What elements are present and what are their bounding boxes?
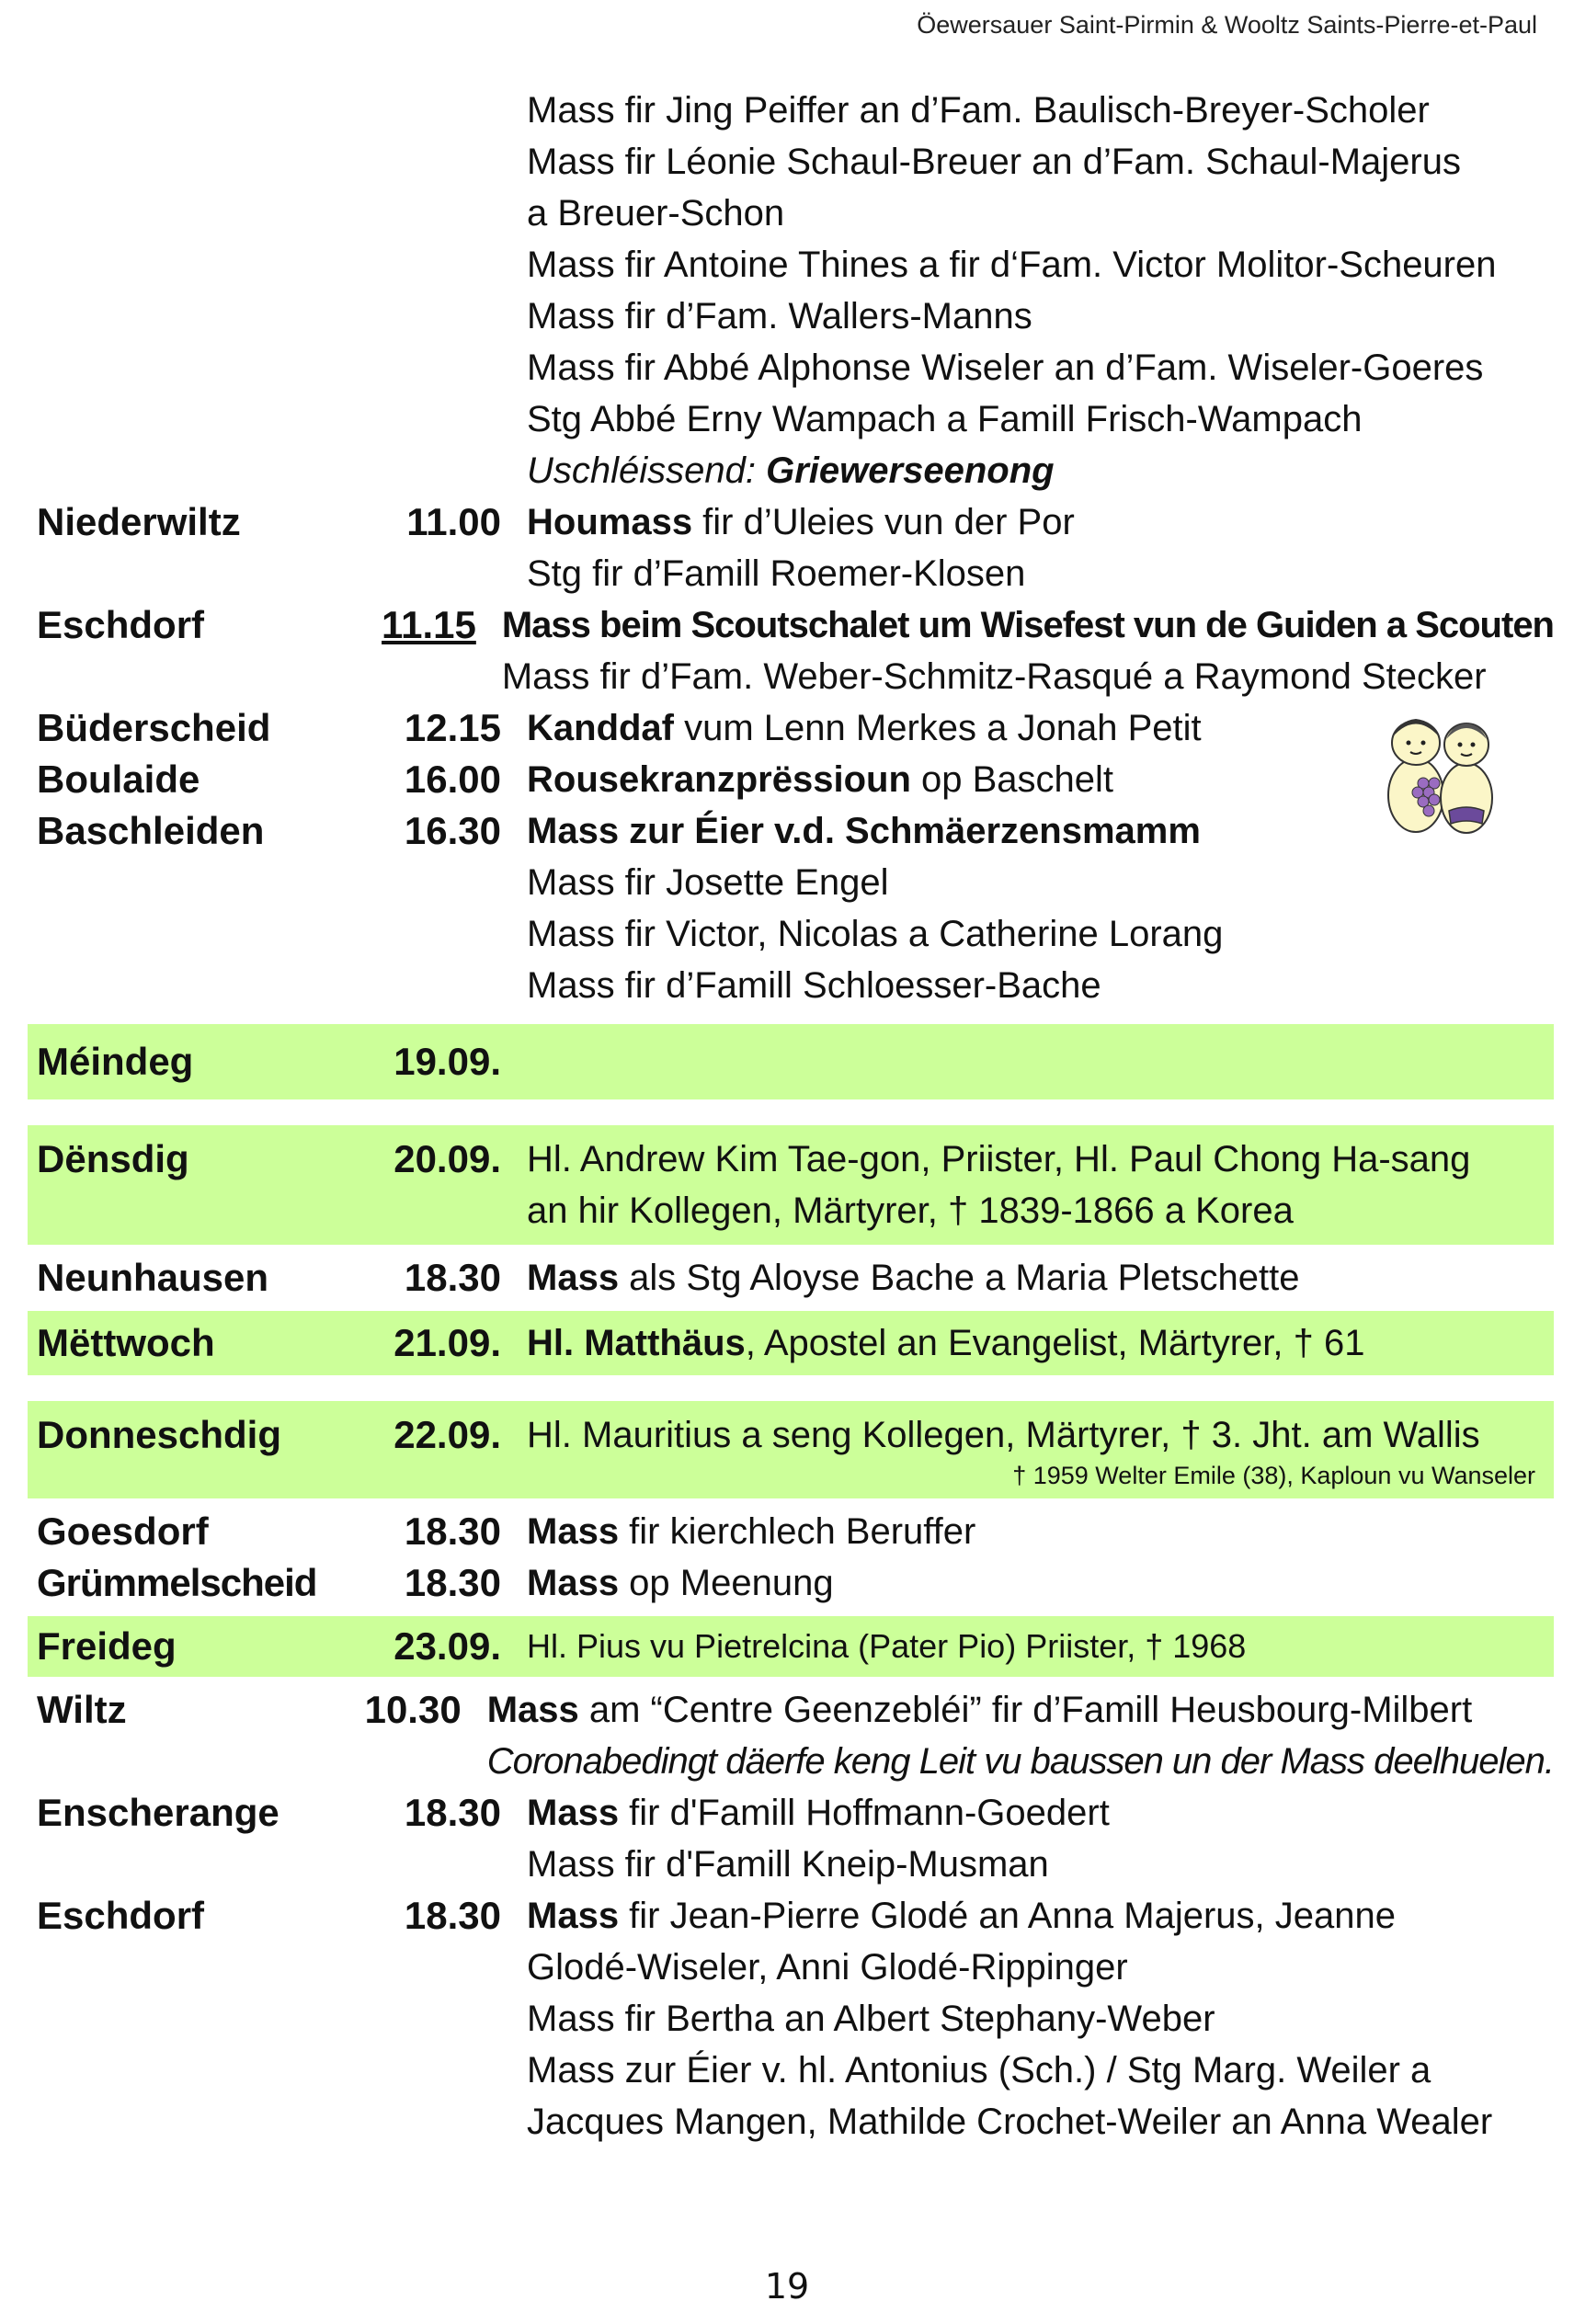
time: 18.30 [404,1791,501,1834]
place-name: Grümmelscheid [37,1561,317,1604]
day-date: 20.09. [394,1137,501,1180]
place-name: Wiltz [37,1688,127,1731]
schedule-row [28,1506,1554,1557]
day-header [28,1616,1554,1677]
event-type: Mass zur Éier v.d. Schmäerzensmamm [527,811,1201,851]
time: 16.00 [404,758,501,801]
event-type: Rousekranzprëssioun [527,759,911,800]
time: 18.30 [404,1561,501,1604]
day-name: Mëttwoch [37,1321,215,1364]
day-name: Donneschdig [37,1413,282,1456]
intention-line: Mass fir Josette Engel [527,862,889,903]
note-bold-italic: Griewerseenong [766,450,1055,491]
event-type: Mass [486,1690,579,1730]
schedule-row [28,1787,1554,1890]
time: 10.30 [364,1688,462,1731]
schedule-row [28,1557,1554,1609]
intention-line: Glodé-Wiseler, Anni Glodé-Rippinger [527,1947,1128,1988]
intention-line: a Breuer-Schon [527,193,785,234]
day-name: Méindeg [37,1040,194,1083]
feast-detail: , Apostel an Evangelist, Märtyrer, † 61 [745,1323,1365,1363]
event-type: Mass [527,1896,620,1936]
event-detail: op Baschelt [910,759,1114,800]
day-date: 19.09. [394,1040,501,1083]
memorial-note: † 1959 Welter Emile (38), Kaploun vu Wanseler [1012,1462,1535,1489]
page-header: Öewersauer Saint-Pirmin & Wooltz Saints-Pierre-et-Paul [917,11,1537,39]
event-detail: fir d'Famill Hoffmann-Goedert [619,1793,1110,1833]
place-name: Enscherange [37,1791,279,1834]
schedule-row [28,1684,1554,1787]
schedule-row-continued [28,85,1554,496]
intention-line: Jacques Mangen, Mathilde Crochet-Weiler an Anna Wealer [527,2102,1493,2142]
time: 18.30 [404,1894,501,1937]
intention-line: Mass fir Jing Peiffer an d’Fam. Baulisch-Breyer-Scholer [527,90,1430,131]
place-name: Baschleiden [37,809,265,852]
time: 16.30 [404,809,501,852]
schedule-row [28,805,1554,1011]
schedule-row [28,1252,1554,1304]
feast-line: Hl. Mauritius a seng Kollegen, Märtyrer, † 3. Jht. am Wallis [527,1415,1480,1455]
event-type: Kanddaf [527,708,674,748]
intention-line: Mass fir d’Fam. Wallers-Manns [527,296,1032,336]
time: 11.00 [406,500,501,543]
place-name: Neunhausen [37,1256,269,1299]
event-type: Mass [527,1563,620,1603]
time: 18.30 [404,1256,501,1299]
intention-line: Mass fir d’Famill Schloesser-Bache [527,965,1101,1006]
child-left-figure [1388,719,1443,832]
event-type: Mass [527,1793,620,1833]
event-detail: fir kierchlech Beruffer [619,1511,976,1552]
day-header [28,1024,1554,1099]
children-grapes-illustration [1379,708,1499,837]
feast-line: Hl. Pius vu Pietrelcina (Pater Pio) Priister, † 1968 [527,1627,1247,1665]
intention-line: Mass fir Abbé Alphonse Wiseler an d’Fam. Wiseler-Goeres [527,347,1484,388]
event-type: Mass [527,1511,620,1552]
event-type: Mass beim Scoutschalet um Wisefest vun de Guiden a Scouten [501,605,1554,645]
place-name: Boulaide [37,758,200,801]
feast-name: Hl. Matthäus [527,1323,746,1363]
day-date: 21.09. [394,1321,501,1364]
intention-line: Mass fir Léonie Schaul-Breuer an d’Fam. Schaul-Majerus [527,142,1461,182]
event-detail: fir Jean-Pierre Glodé an Anna Majerus, Jeanne [619,1896,1396,1936]
intention-line: Mass fir d'Famill Kneip-Musman [527,1844,1049,1885]
day-header [28,1311,1554,1375]
intention-line: Mass fir d’Fam. Weber-Schmitz-Rasqué a Raymond Stecker [501,656,1487,697]
intention-line: Mass fir Antoine Thines a fir d‘Fam. Victor Molitor-Scheuren [527,245,1497,285]
intention-line: Mass fir Bertha an Albert Stephany-Weber [527,1999,1215,2039]
event-detail: als Stg Aloyse Bache a Maria Pletschette [619,1258,1300,1298]
day-header [28,1401,1554,1498]
time: 12.15 [404,706,501,749]
place-name: Büderscheid [37,706,271,749]
feast-line: Hl. Andrew Kim Tae-gon, Priister, Hl. Paul Chong Ha-sang [527,1139,1471,1179]
event-type: Houmass [527,502,693,542]
schedule-row [28,599,1554,702]
intention-line: Stg Abbé Erny Wampach a Famill Frisch-Wampach [527,399,1363,439]
note-italic: Uschléissend: [527,450,767,491]
intention-line: Mass zur Éier v. hl. Antonius (Sch.) / Stg Marg. Weiler a [527,2050,1431,2090]
day-header [28,1125,1554,1245]
schedule-row [28,702,1554,754]
place-name: Niederwiltz [37,500,241,543]
place-name: Eschdorf [37,1894,205,1937]
event-type: Mass [527,1258,620,1298]
day-date: 23.09. [394,1624,501,1668]
event-detail: vum Lenn Merkes a Jonah Petit [674,708,1202,748]
event-detail: op Meenung [619,1563,834,1603]
place-name: Eschdorf [37,603,205,646]
notice-line: Coronabedingt däerfe keng Leit vu baussen un der Mass deelhuelen. [486,1741,1554,1782]
schedule [28,85,1554,2147]
day-name: Dënsdig [37,1137,189,1180]
child-right-figure [1441,723,1492,833]
time: 18.30 [404,1509,501,1553]
intention-line: Mass fir Victor, Nicolas a Catherine Lorang [527,914,1224,954]
schedule-row [28,754,1554,805]
day-date: 22.09. [394,1413,501,1456]
event-detail: fir d’Uleies vun der Por [692,502,1075,542]
intention-line: Stg fir d’Famill Roemer-Klosen [527,553,1026,594]
page-number: 19 [764,2266,810,2307]
day-name: Freideg [37,1624,177,1668]
place-name: Goesdorf [37,1509,209,1553]
schedule-row [28,1890,1554,2147]
schedule-row [28,496,1554,599]
time: 11.15 [382,603,476,646]
event-detail: am “Centre Geenzebléi” fir d’Famill Heusbourg-Milbert [578,1690,1473,1730]
feast-line: an hir Kollegen, Märtyrer, † 1839-1866 a Korea [527,1190,1294,1231]
